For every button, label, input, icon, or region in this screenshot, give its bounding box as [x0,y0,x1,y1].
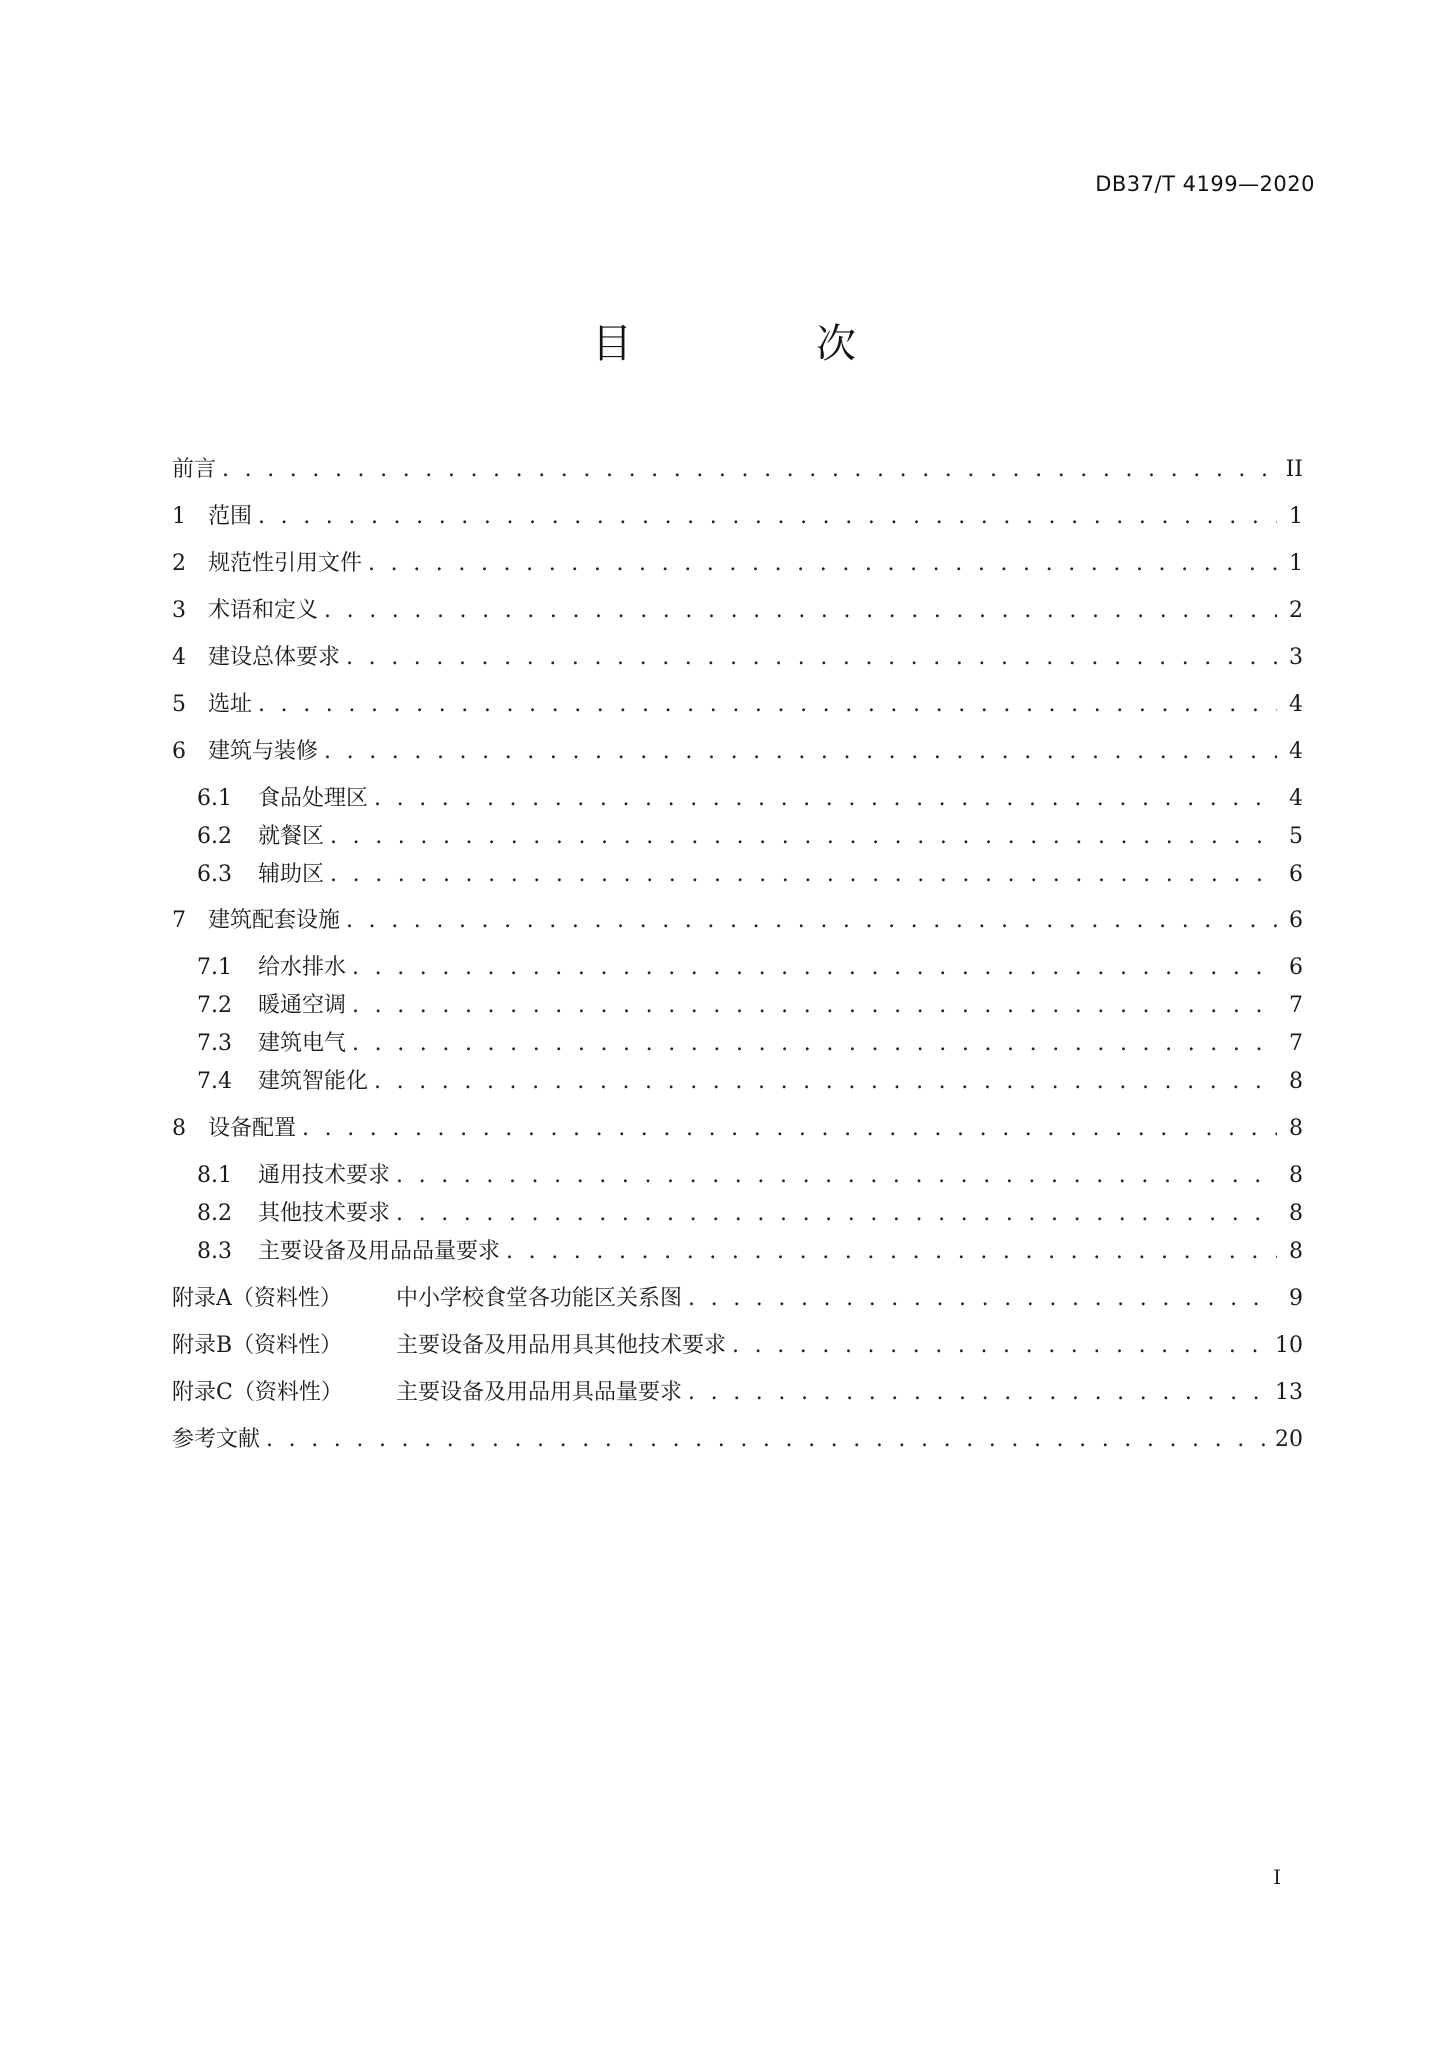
toc-entry-number: 3 [172,598,186,623]
toc-entry-number: 8 [172,1116,186,1141]
toc-entry-label: 规范性引用文件 [208,551,363,576]
toc-entry-number: 7.2 [197,993,232,1018]
toc-dot-leader [374,1065,1277,1099]
toc-dot-leader [258,500,1277,534]
toc-entry-number: 7 [172,908,186,933]
toc-entry-label: 中小学校食堂各功能区关系图 [396,1286,683,1311]
toc-entry-page: 9 [1289,1286,1303,1311]
toc-entry-page: 3 [1289,645,1303,670]
toc-entry-page: 4 [1289,692,1303,717]
toc-entry-page: 6 [1289,908,1303,933]
toc-entry-page: 8 [1289,1069,1303,1094]
toc-entry-label: 通用技术要求 [258,1163,391,1188]
toc-entry-page: 13 [1275,1380,1303,1405]
toc-entry-label: 就餐区 [258,824,325,849]
toc-dot-leader [324,735,1277,769]
toc-dot-leader [330,858,1277,892]
toc-dot-leader [352,951,1277,985]
toc-dot-leader [732,1329,1267,1363]
toc-entry-number: 8.3 [197,1239,232,1264]
toc-entry-number: 8.2 [197,1201,232,1226]
toc-entry[interactable] [172,500,1303,534]
toc-entry[interactable] [172,1197,1303,1231]
toc-entry[interactable] [172,547,1303,581]
toc-entry-label: 辅助区 [258,862,325,887]
toc-entry[interactable] [172,688,1303,722]
toc-entry-number: 4 [172,645,186,670]
toc-dot-leader [352,989,1277,1023]
toc-entry[interactable] [172,453,1303,487]
toc-entry-page: 5 [1289,824,1303,849]
toc-entry-label: 范围 [208,504,253,529]
toc-entry-page: 4 [1289,739,1303,764]
toc-entry-label: 建筑与装修 [208,739,319,764]
toc-entry[interactable] [172,904,1303,938]
page-title: 目 次 [592,321,928,367]
toc-entry-page: 8 [1289,1163,1303,1188]
toc-dot-leader [258,688,1277,722]
toc-dot-leader [374,782,1277,816]
toc-entry[interactable] [172,1159,1303,1193]
toc-entry-page: 20 [1275,1427,1303,1452]
toc-dot-leader [352,1027,1277,1061]
toc-entry-page: 6 [1289,862,1303,887]
toc-entry-appendix-tag: 附录B（资料性） [172,1333,343,1358]
toc-entry-label: 建筑配套设施 [208,908,341,933]
toc-entry-number: 6.1 [197,786,232,811]
toc-entry-label: 前言 [172,457,217,482]
toc-entry-label: 参考文献 [172,1427,261,1452]
toc-entry[interactable] [172,1235,1303,1269]
toc-entry[interactable] [172,782,1303,816]
toc-entry-label: 主要设备及用品用具其他技术要求 [396,1333,727,1358]
toc-entry-number: 6.3 [197,862,232,887]
toc-entry[interactable] [172,1423,1303,1457]
toc-entry-number: 7.3 [197,1031,232,1056]
toc-entry-page: 1 [1289,504,1303,529]
toc-entry-label: 主要设备及用品用具品量要求 [396,1380,683,1405]
toc-entry-page: 8 [1289,1201,1303,1226]
toc-entry-label: 其他技术要求 [258,1201,391,1226]
toc-entry-label: 食品处理区 [258,786,369,811]
toc-entry[interactable] [172,989,1303,1023]
toc-entry-number: 7.4 [197,1069,232,1094]
toc-dot-leader [688,1282,1277,1316]
toc-entry-appendix-tag: 附录A（资料性） [172,1286,342,1311]
page-number: I [1273,1865,1281,1889]
toc-entry-label: 设备配置 [208,1116,297,1141]
toc-entry-label: 建筑智能化 [258,1069,369,1094]
toc-entry-page: 1 [1289,551,1303,576]
toc-entry-label: 给水排水 [258,955,347,980]
toc-entry-page: 7 [1289,1031,1303,1056]
toc-entry[interactable] [172,735,1303,769]
toc-entry-page: 4 [1289,786,1303,811]
toc-entry-label: 术语和定义 [208,598,319,623]
toc-entry-page: 6 [1289,955,1303,980]
toc-dot-leader [688,1376,1267,1410]
toc-entry-number: 6.2 [197,824,232,849]
toc-entry-page: II [1285,457,1303,482]
toc-entry-number: 7.1 [197,955,232,980]
toc-entry-appendix-tag: 附录C（资料性） [172,1380,343,1405]
toc-entry-number: 6 [172,739,186,764]
toc-entry-page: 8 [1289,1116,1303,1141]
toc-dot-leader [324,594,1277,628]
toc-dot-leader [222,453,1277,487]
toc-dot-leader [396,1197,1277,1231]
toc-entry-label: 建筑电气 [258,1031,347,1056]
toc-entry[interactable] [172,1376,1303,1410]
toc-entry[interactable] [172,820,1303,854]
toc-dot-leader [506,1235,1277,1269]
toc-dot-leader [302,1112,1277,1146]
toc-entry[interactable] [172,1282,1303,1316]
toc-entry[interactable] [172,858,1303,892]
toc-entry-number: 8.1 [197,1163,232,1188]
toc-dot-leader [396,1159,1277,1193]
toc-entry-label: 建设总体要求 [208,645,341,670]
toc-entry-page: 10 [1275,1333,1303,1358]
toc-entry[interactable] [172,1329,1303,1363]
toc-dot-leader [266,1423,1267,1457]
toc-entry-label: 主要设备及用品品量要求 [258,1239,501,1264]
toc-dot-leader [346,641,1277,675]
toc-dot-leader [330,820,1277,854]
toc-entry[interactable] [172,594,1303,628]
document-code: DB37/T 4199—2020 [1095,172,1315,196]
toc-dot-leader [368,547,1277,581]
toc-entry-page: 7 [1289,993,1303,1018]
toc-entry-page: 2 [1289,598,1303,623]
toc-entry-label: 暖通空调 [258,993,347,1018]
toc-entry-number: 5 [172,692,186,717]
toc-entry[interactable] [172,951,1303,985]
toc-entry-page: 8 [1289,1239,1303,1264]
toc-entry-number: 2 [172,551,186,576]
toc-entry[interactable] [172,1065,1303,1099]
toc-entry[interactable] [172,1027,1303,1061]
toc-dot-leader [346,904,1277,938]
toc-entry[interactable] [172,641,1303,675]
toc-entry-label: 选址 [208,692,253,717]
toc-entry-number: 1 [172,504,186,529]
toc-entry[interactable] [172,1112,1303,1146]
